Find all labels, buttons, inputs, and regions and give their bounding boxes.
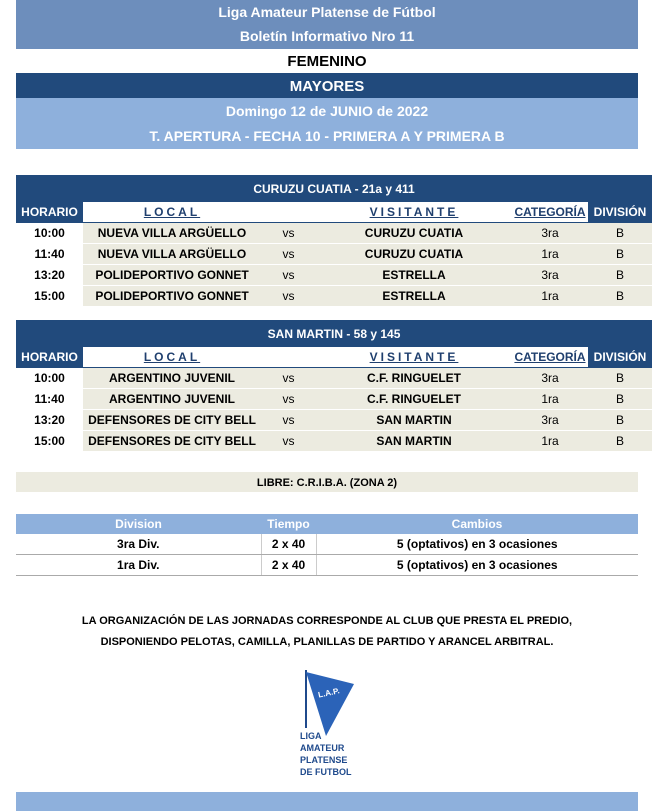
category-label: MAYORES xyxy=(16,73,638,98)
organization-note xyxy=(16,611,638,653)
game-local: DEFENSORES DE CITY BELL xyxy=(83,431,261,452)
logo-line: AMATEUR xyxy=(300,743,345,753)
game-category: 1ra xyxy=(512,389,588,410)
col-header-time: HORARIO xyxy=(16,347,83,368)
note-line-1: LA ORGANIZACIÓN DE LAS JORNADAS CORRESPONDE AL CLUB QUE PRESTA EL PREDIO, xyxy=(81,615,573,627)
rules-header-time: Tiempo xyxy=(261,514,316,534)
table-row xyxy=(16,368,652,389)
game-visitor: SAN MARTIN xyxy=(316,410,512,431)
rules-table xyxy=(16,514,638,576)
game-local: NUEVA VILLA ARGÜELLO xyxy=(83,223,261,244)
logo-flag-text: L.A.P. xyxy=(317,686,341,700)
game-category: 3ra xyxy=(512,410,588,431)
table-row xyxy=(16,244,652,265)
table-row xyxy=(16,555,638,576)
game-time: 13:20 xyxy=(16,410,83,431)
game-local: DEFENSORES DE CITY BELL xyxy=(83,410,261,431)
col-header-visitor: VISITANTE xyxy=(369,350,459,364)
venue-table-san-martin xyxy=(16,320,652,452)
footer-bar xyxy=(16,792,638,811)
col-header-category: CATEGORÍA xyxy=(514,350,586,364)
branch-label: FEMENINO xyxy=(16,49,638,73)
game-visitor: C.F. RINGUELET xyxy=(316,389,512,410)
game-local: NUEVA VILLA ARGÜELLO xyxy=(83,244,261,265)
rules-division: 3ra Div. xyxy=(16,534,261,555)
game-vs: vs xyxy=(261,265,316,286)
game-division: B xyxy=(588,244,652,265)
bulletin-title: Boletín Informativo Nro 11 xyxy=(239,28,415,44)
bye-team: LIBRE: C.R.I.B.A. (ZONA 2) xyxy=(16,472,638,492)
game-time: 15:00 xyxy=(16,286,83,307)
game-category: 1ra xyxy=(512,286,588,307)
venue-table-curuzu xyxy=(16,175,652,307)
game-visitor: CURUZU CUATIA xyxy=(316,244,512,265)
game-time: 11:40 xyxy=(16,389,83,410)
venue-title: CURUZU CUATIA - 21a y 411 xyxy=(16,175,652,202)
table-row xyxy=(16,265,652,286)
col-header-local: LOCAL xyxy=(143,205,201,219)
game-division: B xyxy=(588,431,652,452)
col-header-division: DIVISIÓN xyxy=(588,202,652,223)
col-header-spacer xyxy=(261,202,316,223)
game-time: 13:20 xyxy=(16,265,83,286)
venue-title: SAN MARTIN - 58 y 145 xyxy=(16,320,652,347)
game-time: 10:00 xyxy=(16,368,83,389)
col-header-division: DIVISIÓN xyxy=(588,347,652,368)
game-category: 3ra xyxy=(512,223,588,244)
logo-wordmark xyxy=(300,730,352,778)
table-row xyxy=(16,223,652,244)
game-vs: vs xyxy=(261,368,316,389)
game-time: 11:40 xyxy=(16,244,83,265)
note-line-2: DISPONIENDO PELOTAS, CAMILLA, PLANILLAS DE PARTIDO Y ARANCEL ARBITRAL. xyxy=(100,636,554,648)
game-time: 15:00 xyxy=(16,431,83,452)
game-category: 1ra xyxy=(512,244,588,265)
match-date: Domingo 12 de JUNIO de 2022 xyxy=(225,103,429,119)
game-visitor: ESTRELLA xyxy=(316,265,512,286)
game-division: B xyxy=(588,410,652,431)
game-vs: vs xyxy=(261,244,316,265)
header-banner xyxy=(16,0,638,49)
game-visitor: CURUZU CUATIA xyxy=(316,223,512,244)
game-vs: vs xyxy=(261,410,316,431)
rules-division: 1ra Div. xyxy=(16,555,261,576)
game-local: POLIDEPORTIVO GONNET xyxy=(83,265,261,286)
game-vs: vs xyxy=(261,223,316,244)
game-division: B xyxy=(588,368,652,389)
rules-header-division: Division xyxy=(16,514,261,534)
game-vs: vs xyxy=(261,431,316,452)
table-row xyxy=(16,389,652,410)
game-time: 10:00 xyxy=(16,223,83,244)
logo-flag xyxy=(306,672,354,736)
game-vs: vs xyxy=(261,389,316,410)
game-division: B xyxy=(588,389,652,410)
game-visitor: ESTRELLA xyxy=(316,286,512,307)
game-local: POLIDEPORTIVO GONNET xyxy=(83,286,261,307)
rules-changes: 5 (optativos) en 3 ocasiones xyxy=(316,534,638,555)
tournament-title: T. APERTURA - FECHA 10 - PRIMERA A Y PRIMERA B xyxy=(149,128,505,144)
logo-line: PLATENSE xyxy=(300,755,348,765)
rules-time: 2 x 40 xyxy=(261,555,316,576)
date-banner xyxy=(16,98,638,149)
table-row xyxy=(16,410,652,431)
col-header-visitor: VISITANTE xyxy=(369,205,459,219)
rules-header-changes: Cambios xyxy=(316,514,638,534)
game-vs: vs xyxy=(261,286,316,307)
game-category: 1ra xyxy=(512,431,588,452)
table-row xyxy=(16,534,638,555)
col-header-category: CATEGORÍA xyxy=(514,205,586,219)
game-local: ARGENTINO JUVENIL xyxy=(83,389,261,410)
logo-line: DE FUTBOL xyxy=(300,767,352,777)
col-header-spacer xyxy=(261,347,316,368)
table-row xyxy=(16,286,652,307)
game-division: B xyxy=(588,223,652,244)
game-category: 3ra xyxy=(512,368,588,389)
game-local: ARGENTINO JUVENIL xyxy=(83,368,261,389)
table-row xyxy=(16,431,652,452)
col-header-time: HORARIO xyxy=(16,202,83,223)
col-header-local: LOCAL xyxy=(143,350,201,364)
rules-changes: 5 (optativos) en 3 ocasiones xyxy=(316,555,638,576)
game-category: 3ra xyxy=(512,265,588,286)
game-visitor: SAN MARTIN xyxy=(316,431,512,452)
game-division: B xyxy=(588,286,652,307)
game-division: B xyxy=(588,265,652,286)
league-title: Liga Amateur Platense de Fútbol xyxy=(218,4,436,20)
rules-time: 2 x 40 xyxy=(261,534,316,555)
logo-line: LIGA xyxy=(300,731,322,741)
game-visitor: C.F. RINGUELET xyxy=(316,368,512,389)
